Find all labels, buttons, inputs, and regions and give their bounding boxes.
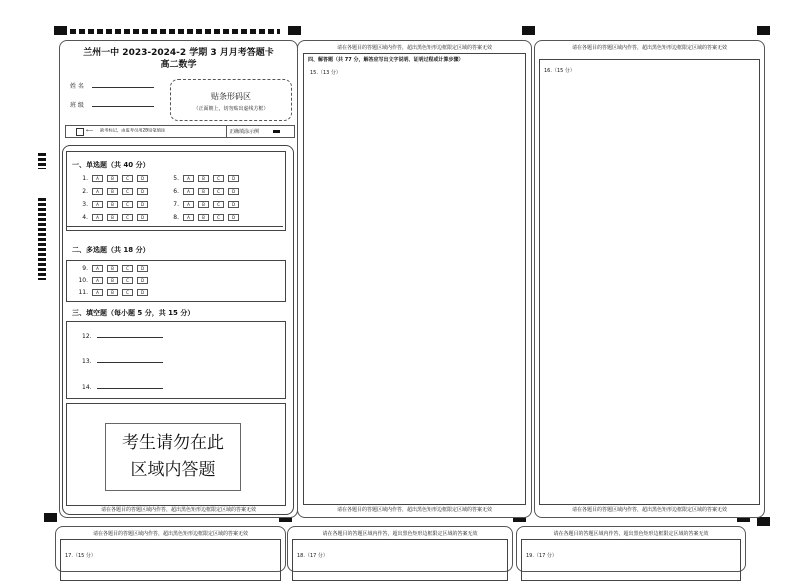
option-bubble-a[interactable]: A xyxy=(92,175,103,182)
option-bubble-b[interactable]: B xyxy=(198,188,209,195)
option-bubble-a[interactable]: A xyxy=(92,277,103,284)
timing-mark xyxy=(757,26,770,35)
absent-bar xyxy=(65,125,295,138)
choice-row xyxy=(169,188,239,195)
option-bubble-a[interactable]: A xyxy=(92,289,103,296)
option-bubble-c[interactable]: C xyxy=(213,201,224,208)
answer-frame-19[interactable] xyxy=(521,539,741,581)
option-bubble-d[interactable]: D xyxy=(137,214,148,221)
choice-row xyxy=(169,201,239,208)
bottom-notice: 请在各题目的答题区域内作答，超出黑色矩形边框限定区域的答案无效 xyxy=(336,507,492,513)
option-bubble-c[interactable]: C xyxy=(122,277,133,284)
answer-sheet-panel-left xyxy=(59,40,298,518)
answer-sheet-panel-bottom-left xyxy=(55,526,286,572)
choice-row xyxy=(78,188,148,195)
fill-blank-number: 13. xyxy=(82,358,92,365)
option-bubble-a[interactable]: A xyxy=(183,188,194,195)
question-17-label: 17.（15 分） xyxy=(65,553,96,559)
top-notice: 请在各题目的答题区域内作答，超出黑色矩形边框限定区域的答案无效 xyxy=(571,45,727,51)
option-bubble-d[interactable]: D xyxy=(137,188,148,195)
option-bubble-d[interactable]: D xyxy=(137,175,148,182)
absent-note: 缺考标记，由监考员用2B铅笔填涂 xyxy=(100,128,166,134)
question-number: 6. xyxy=(173,188,179,195)
timing-strip xyxy=(70,29,280,34)
fill-blank-14 xyxy=(82,384,163,392)
option-bubble-b[interactable]: B xyxy=(107,265,118,272)
question-number: 4. xyxy=(82,214,88,221)
timing-mark xyxy=(54,26,67,35)
fill-example-mark xyxy=(273,130,280,133)
timing-mark xyxy=(757,517,770,526)
divider xyxy=(226,126,227,137)
name-label: 姓 名 xyxy=(70,83,84,90)
option-bubble-b[interactable]: B xyxy=(107,175,118,182)
bottom-notice: 请在各题目的答题区域内作答，超出黑色矩形边框限定区域的答案无效 xyxy=(571,507,727,513)
question-number: 7. xyxy=(173,201,179,208)
question-number: 9. xyxy=(82,265,88,272)
option-bubble-d[interactable]: D xyxy=(228,214,239,221)
option-bubble-b[interactable]: B xyxy=(198,175,209,182)
fill-blank-line[interactable] xyxy=(97,337,163,338)
barcode-note: （正面朝上，切勿贴出虚线方框） xyxy=(193,106,269,112)
question-number: 11. xyxy=(78,289,88,296)
choice-row xyxy=(78,265,148,272)
bottom-notice: 请在各题目的答题区域内作答，超出黑色矩形边框限定区域的答案无效 xyxy=(100,507,256,513)
option-bubble-b[interactable]: B xyxy=(107,214,118,221)
option-bubble-a[interactable]: A xyxy=(183,175,194,182)
question-number: 3. xyxy=(82,201,88,208)
top-notice: 请在各题目的答题区域内作答，超出黑色矩形边框限定区域的答案无效 xyxy=(553,531,709,537)
choice-row xyxy=(78,175,148,182)
answer-sheet-panel-right xyxy=(534,40,765,518)
fill-blank-title: 三、填空题（每小题 5 分，共 15 分） xyxy=(72,309,195,317)
option-bubble-c[interactable]: C xyxy=(122,289,133,296)
timing-mark xyxy=(522,26,535,35)
sheet-subtitle: 高二数学 xyxy=(160,60,197,70)
timing-mark xyxy=(44,513,57,522)
top-notice: 请在各题目的答题区域内作答，超出黑色矩形边框限定区域的答案无效 xyxy=(322,531,478,537)
question-15-label: 15.（13 分） xyxy=(310,70,341,76)
option-bubble-a[interactable]: A xyxy=(183,214,194,221)
choice-row xyxy=(78,289,148,296)
fill-blank-line[interactable] xyxy=(97,388,163,389)
option-bubble-a[interactable]: A xyxy=(92,201,103,208)
fill-blank-number: 14. xyxy=(82,384,92,391)
no-answer-box xyxy=(105,423,241,491)
no-answer-line1: 考生请勿在此 xyxy=(122,433,224,453)
choice-row xyxy=(169,175,239,182)
answer-frame-15[interactable] xyxy=(303,53,526,505)
sheet-title: 兰州一中 2023-2024-2 学期 3 月月考答题卡 xyxy=(83,48,274,58)
option-bubble-d[interactable]: D xyxy=(228,188,239,195)
option-bubble-b[interactable]: B xyxy=(107,188,118,195)
arrow-left-icon: ⟵ xyxy=(86,128,94,134)
top-notice: 请在各题目的答题区域内作答，超出黑色矩形边框限定区域的答案无效 xyxy=(92,531,248,537)
class-label: 班 级 xyxy=(70,102,84,109)
answer-frame-17[interactable] xyxy=(60,539,281,581)
option-bubble-c[interactable]: C xyxy=(213,188,224,195)
option-bubble-d[interactable]: D xyxy=(228,175,239,182)
option-bubble-c[interactable]: C xyxy=(122,175,133,182)
answer-sheet-panel-bottom-right xyxy=(516,526,746,572)
question-number: 1. xyxy=(82,175,88,182)
single-choice-title: 一、单选题（共 40 分） xyxy=(72,161,150,169)
question-number: 2. xyxy=(82,188,88,195)
option-bubble-b[interactable]: B xyxy=(198,214,209,221)
choice-row xyxy=(78,277,148,284)
choice-row xyxy=(169,214,239,221)
fill-example-label: 正确填涂示例 xyxy=(229,129,260,135)
option-bubble-c[interactable]: C xyxy=(213,214,224,221)
option-bubble-d[interactable]: D xyxy=(137,265,148,272)
question-19-label: 19.（17 分） xyxy=(526,553,557,559)
answer-section-title: 四、解答题（共 77 分，解答应写出文字说明、证明过程或计算步骤） xyxy=(308,57,464,63)
question-number: 8. xyxy=(173,214,179,221)
question-16-label: 16.（15 分） xyxy=(544,68,575,74)
option-bubble-c[interactable]: C xyxy=(122,265,133,272)
option-bubble-b[interactable]: B xyxy=(107,277,118,284)
name-row xyxy=(70,83,154,91)
option-bubble-c[interactable]: C xyxy=(213,175,224,182)
fill-blank-13 xyxy=(82,358,163,366)
question-number: 10. xyxy=(78,277,88,284)
question-18-label: 18.（17 分） xyxy=(297,553,328,559)
option-bubble-d[interactable]: D xyxy=(228,201,239,208)
fill-blank-12 xyxy=(82,333,163,341)
option-bubble-b[interactable]: B xyxy=(198,201,209,208)
choice-row xyxy=(78,214,148,221)
answer-frame-16[interactable] xyxy=(539,59,760,505)
option-bubble-c[interactable]: C xyxy=(122,188,133,195)
class-field[interactable] xyxy=(92,106,154,107)
answer-frame-18[interactable] xyxy=(292,539,508,581)
option-bubble-a[interactable]: A xyxy=(92,188,103,195)
barcode-area xyxy=(170,79,292,121)
fill-blank-line[interactable] xyxy=(97,362,163,363)
option-bubble-d[interactable]: D xyxy=(137,277,148,284)
no-answer-line2: 区域内答题 xyxy=(130,460,216,480)
option-bubble-a[interactable]: A xyxy=(92,265,103,272)
choice-row xyxy=(78,201,148,208)
option-bubble-b[interactable]: B xyxy=(107,201,118,208)
multi-choice-title: 二、多选题（共 18 分） xyxy=(72,246,150,254)
timing-mark xyxy=(38,198,46,280)
class-row xyxy=(70,102,154,110)
absent-checkbox[interactable] xyxy=(76,128,84,136)
option-bubble-d[interactable]: D xyxy=(137,201,148,208)
answer-sheet-panel-middle xyxy=(297,40,532,518)
option-bubble-a[interactable]: A xyxy=(92,214,103,221)
question-number: 5. xyxy=(173,175,179,182)
fill-blank-number: 12. xyxy=(82,333,92,340)
answer-sheet-panel-bottom-middle xyxy=(287,526,513,572)
top-notice: 请在各题目的答题区域内作答，超出黑色矩形边框限定区域的答案无效 xyxy=(336,45,492,51)
option-bubble-d[interactable]: D xyxy=(137,289,148,296)
option-bubble-a[interactable]: A xyxy=(183,201,194,208)
barcode-title: 贴条形码区 xyxy=(211,92,251,101)
option-bubble-c[interactable]: C xyxy=(122,201,133,208)
option-bubble-b[interactable]: B xyxy=(107,289,118,296)
option-bubble-c[interactable]: C xyxy=(122,214,133,221)
name-field[interactable] xyxy=(92,87,154,88)
timing-mark xyxy=(288,26,301,35)
timing-mark xyxy=(38,153,46,169)
